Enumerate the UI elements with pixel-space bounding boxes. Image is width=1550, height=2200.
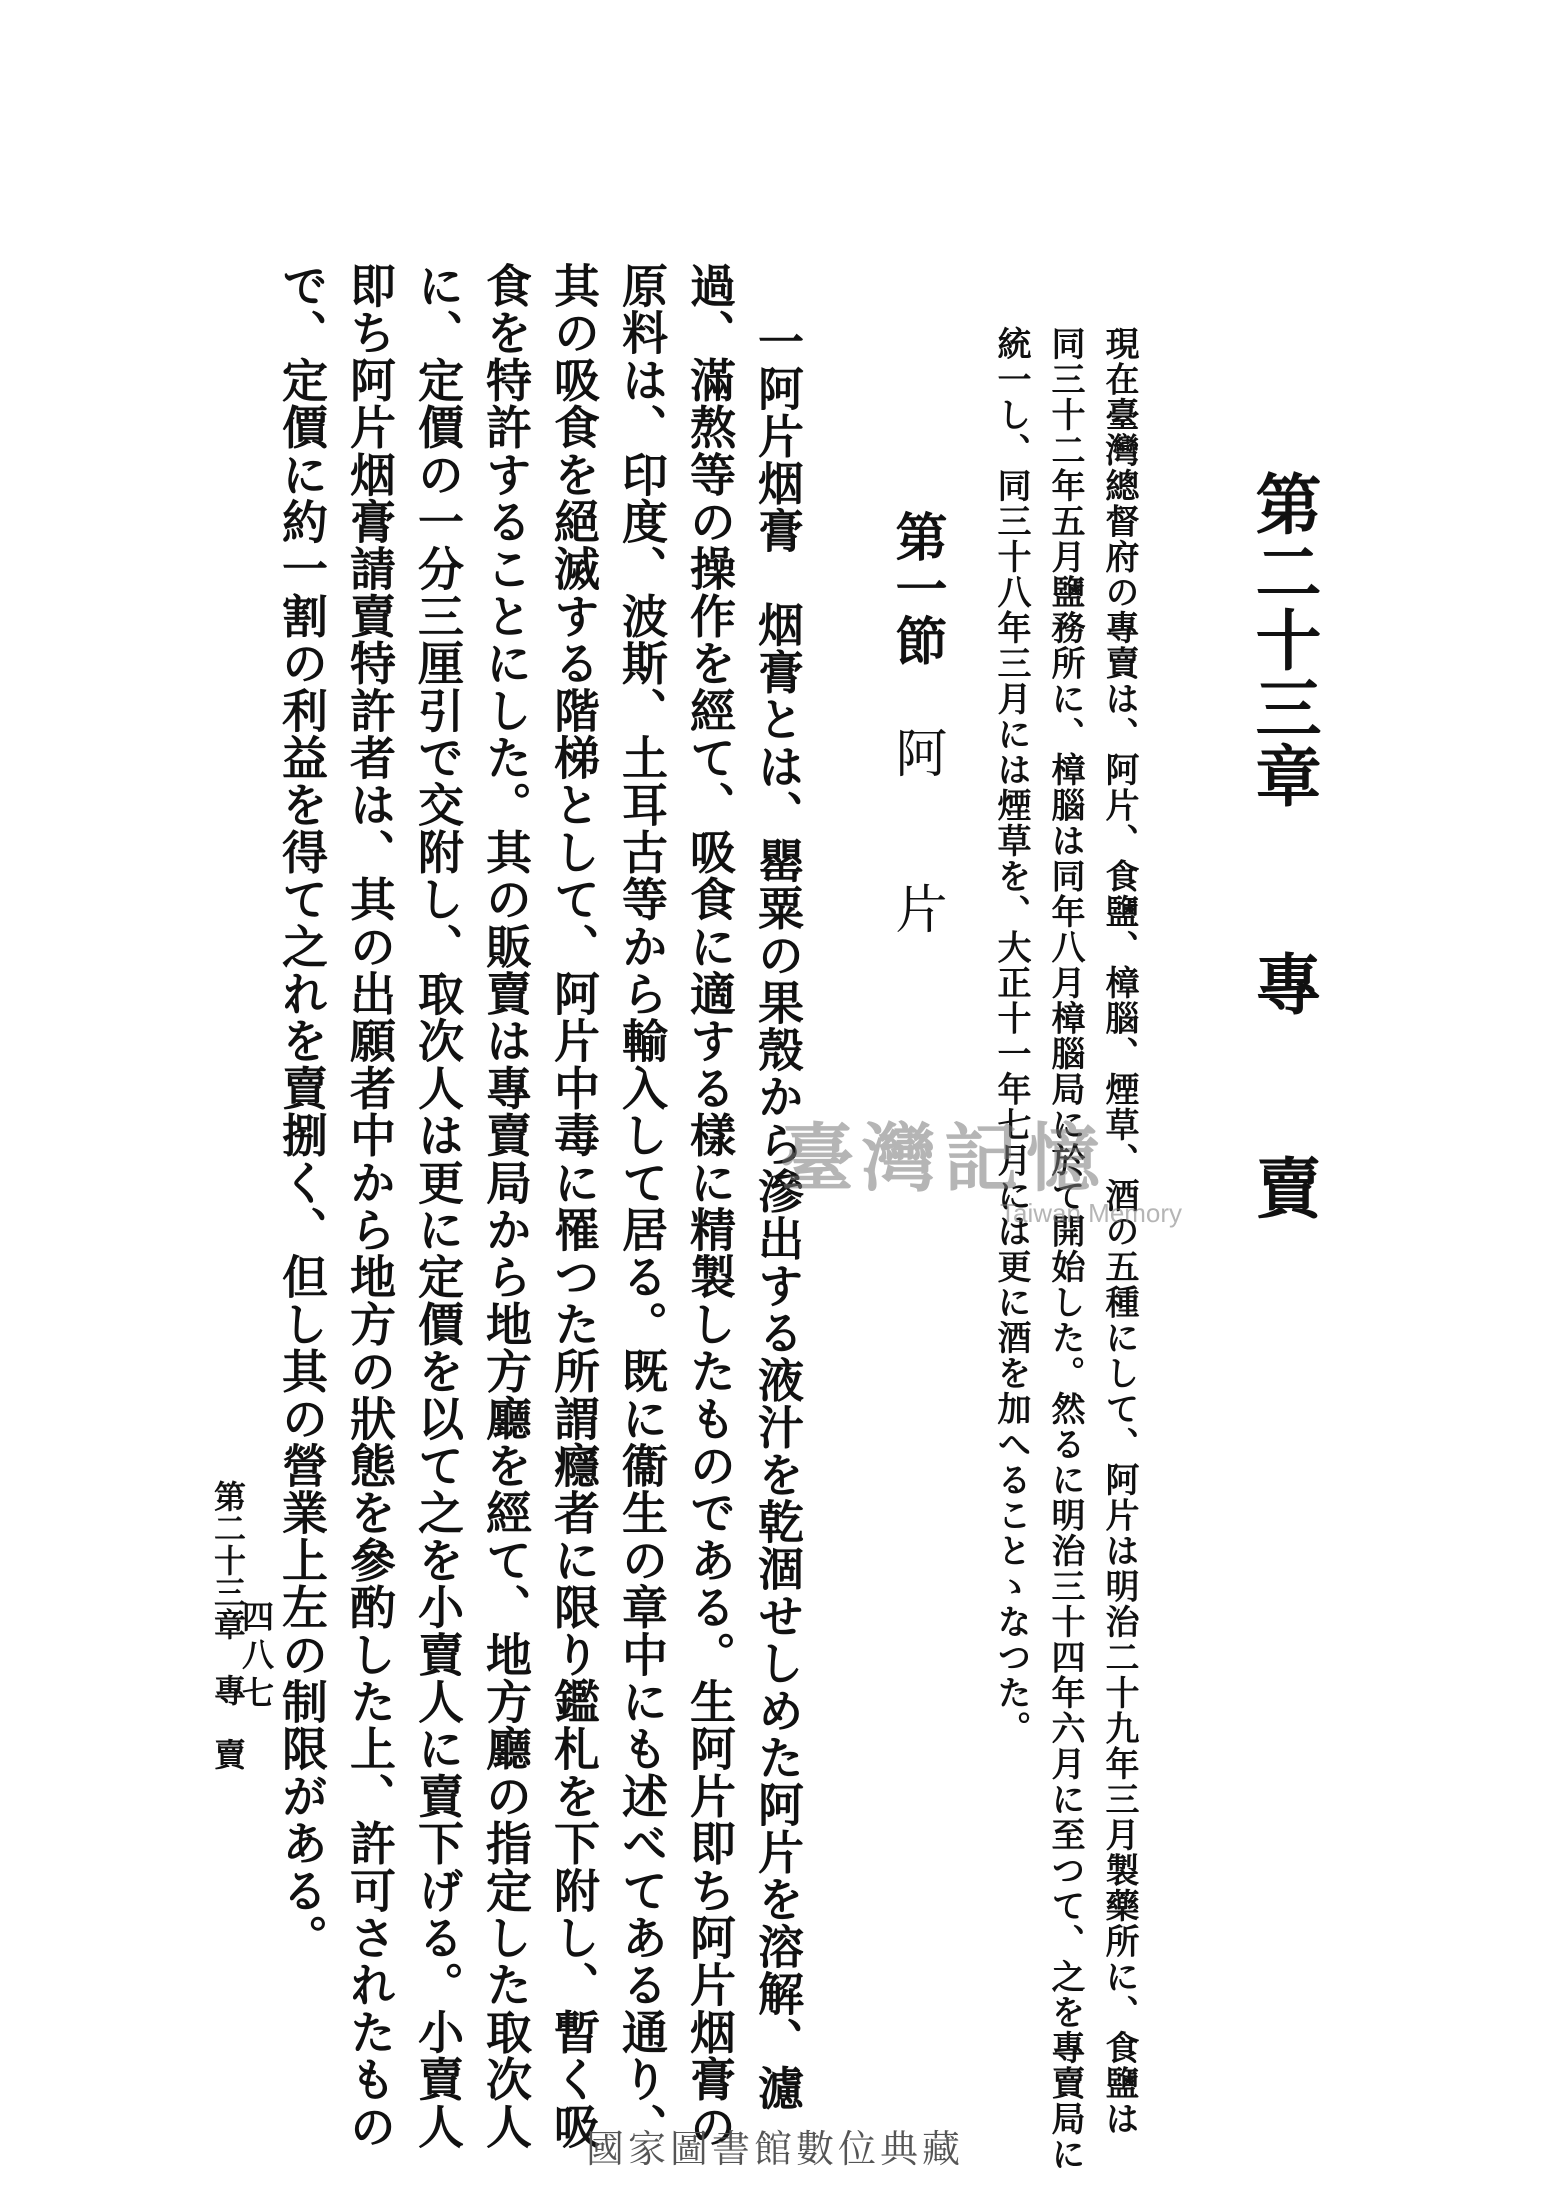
body-line-3: 原料は、印度、波斯、土耳古等から輸入して居る。既に衞生の章中にも述べてある通り、 xyxy=(615,262,669,2150)
bullet-mark: 一 xyxy=(751,318,805,366)
running-head-chapter: 第二十三章 xyxy=(209,1480,247,1640)
body-line-1-text: 烟膏とは、罌粟の果殼から滲出する液汁を乾涸せしめた阿片を溶解、濾 xyxy=(751,601,805,2112)
intro-line-2: 同三十二年五月鹽務所に、樟腦は同年八月樟腦局に於て開始した。然るに明治三十四年六月に至つて、之を專賣局に xyxy=(1045,326,1085,2172)
body-line-7: 即ち阿片烟膏請賣特許者は、其の出願者中から地方の狀態を參酌した上、許可されたもの xyxy=(343,262,397,2150)
section-heading xyxy=(886,510,947,934)
running-head-topic: 專 賣 xyxy=(209,1674,247,1770)
paragraph-title: 阿片烟膏 xyxy=(751,365,805,555)
watermark xyxy=(780,1100,1182,1229)
intro-line-3: 統一し、同三十八年三月には煙草を、大正十一年七月には更に酒を加へることゝなつた。 xyxy=(991,326,1031,1746)
watermark-main: 臺灣記憶 xyxy=(780,1116,1108,1202)
chapter-title-main: 第二十三章 xyxy=(1244,470,1322,810)
chapter-title xyxy=(1244,470,1322,1222)
body-line-8: で、定價に約一割の利益を得て之れを賣捌く、但し其の營業上左の制限がある。 xyxy=(275,262,329,1962)
library-credit: 國家圖書館數位典藏 xyxy=(585,2127,964,2171)
watermark-sub: Taiwan Memory xyxy=(1000,1198,1183,1228)
section-title: 阿 片 xyxy=(886,726,946,934)
body-line-2: 過、滿熬等の操作を經て、吸食に適する樣に精製したものである。生阿片即ち阿片烟膏の xyxy=(683,262,737,2150)
body-line-5: 食を特許することにした。其の販賣は專賣局から地方廳を經て、地方廳の指定した取次人 xyxy=(479,262,533,2150)
body-line-6: に、定價の一分三厘引で交附し、取次人は更に定價を以て之を小賣人に賣下げる。小賣人 xyxy=(411,262,465,2150)
section-number: 第一節 xyxy=(886,510,947,666)
intro-line-1: 現在臺灣總督府の專賣は、阿片、食鹽、樟腦、煙草、酒の五種にして、阿片は明治二十九年三月製藥所に、食鹽は xyxy=(1099,326,1139,2137)
body-line-4: 其の吸食を絕滅する階梯として、阿片中毒に罹つた所謂癮者に限り鑑札を下附し、暫く吸 xyxy=(547,262,601,2150)
chapter-title-topic: 專 賣 xyxy=(1244,950,1322,1222)
page-number: 四八七 xyxy=(237,1600,275,1714)
